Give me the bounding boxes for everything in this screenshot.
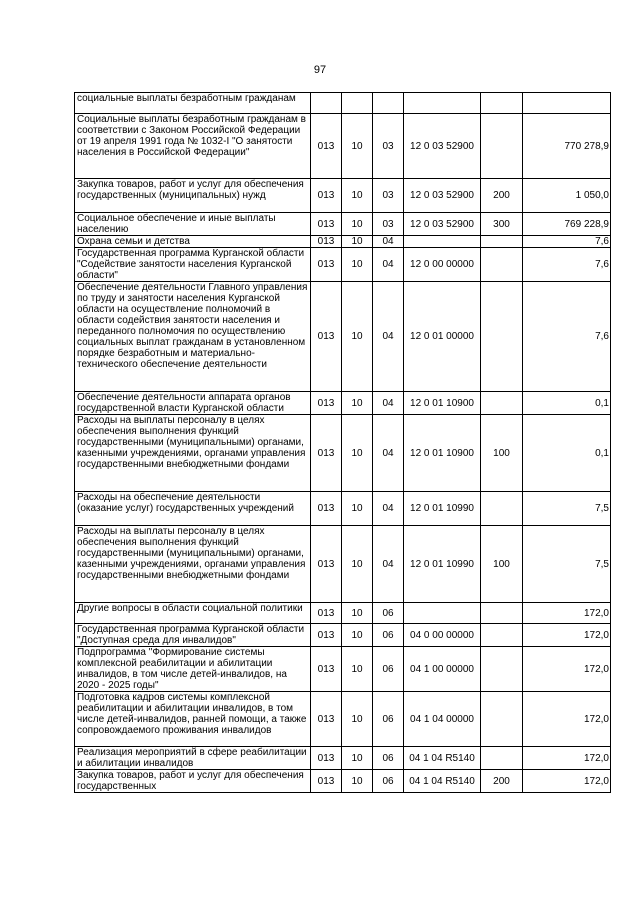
section-code: 10 [342, 624, 373, 647]
row-name: Обеспечение деятельности Главного управления по труду и занятости населения Курганской области на осуществление полномочий в области содействия занятости населения и переданного полномочия по осуществлению социальных выплат гражданам в установленном порядке безработным и материально-технического обеспечение деятельности [75, 282, 311, 392]
amount: 7,6 [523, 236, 611, 248]
table-row [75, 692, 611, 747]
amount: 172,0 [523, 692, 611, 747]
subsection-code: 06 [373, 770, 404, 793]
section-code: 10 [342, 282, 373, 392]
budget-table [74, 92, 611, 793]
expense-type [481, 492, 523, 526]
section-code: 10 [342, 492, 373, 526]
amount [523, 93, 611, 114]
amount: 7,5 [523, 526, 611, 603]
target-article: 12 0 03 52900 [404, 179, 481, 213]
amount: 1 050,0 [523, 179, 611, 213]
expense-type: 100 [481, 415, 523, 492]
amount: 7,6 [523, 248, 611, 282]
subsection-code: 04 [373, 492, 404, 526]
ministry-code: 013 [311, 603, 342, 624]
ministry-code: 013 [311, 647, 342, 692]
section-code: 10 [342, 603, 373, 624]
table-row [75, 282, 611, 392]
target-article: 04 1 00 00000 [404, 647, 481, 692]
row-name: Расходы на выплаты персоналу в целях обеспечения выполнения функций государственными (муниципальными) органами, казенными учреждениями, органами управления государственными внебюджетными фондами [75, 526, 311, 603]
expense-type: 300 [481, 213, 523, 236]
ministry-code: 013 [311, 248, 342, 282]
subsection-code: 03 [373, 114, 404, 179]
ministry-code: 013 [311, 624, 342, 647]
section-code: 10 [342, 747, 373, 770]
table-row [75, 747, 611, 770]
ministry-code: 013 [311, 236, 342, 248]
row-name: Обеспечение деятельности аппарата органов государственной власти Курганской области [75, 392, 311, 415]
subsection-code: 06 [373, 624, 404, 647]
target-article: 12 0 03 52900 [404, 213, 481, 236]
section-code: 10 [342, 692, 373, 747]
amount: 770 278,9 [523, 114, 611, 179]
table-row [75, 213, 611, 236]
table-row [75, 179, 611, 213]
subsection-code: 03 [373, 213, 404, 236]
target-article: 12 0 00 00000 [404, 248, 481, 282]
row-name: Социальное обеспечение и иные выплаты населению [75, 213, 311, 236]
row-name: Социальные выплаты безработным гражданам в соответствии с Законом Российской Федерации от 19 апреля 1991 года № 1032-I "О занятости населения в Российской Федерации" [75, 114, 311, 179]
table-row [75, 236, 611, 248]
section-code: 10 [342, 213, 373, 236]
target-article: 12 0 03 52900 [404, 114, 481, 179]
section-code: 10 [342, 526, 373, 603]
table-row [75, 114, 611, 179]
target-article: 04 1 04 00000 [404, 692, 481, 747]
row-name: Расходы на обеспечение деятельности (оказание услуг) государственных учреждений [75, 492, 311, 526]
expense-type [481, 392, 523, 415]
amount: 172,0 [523, 770, 611, 793]
section-code: 10 [342, 179, 373, 213]
subsection-code: 04 [373, 415, 404, 492]
amount: 172,0 [523, 624, 611, 647]
subsection-code: 06 [373, 747, 404, 770]
row-name: Подготовка кадров системы комплексной реабилитации и абилитации инвалидов, в том числе детей-инвалидов, ранней помощи, а также сопровождаемого проживания инвалидов [75, 692, 311, 747]
row-name: Расходы на выплаты персоналу в целях обеспечения выполнения функций государственными (муниципальными) органами, казенными учреждениями, органами управления государственными внебюджетными фондами [75, 415, 311, 492]
ministry-code: 013 [311, 770, 342, 793]
section-code: 10 [342, 770, 373, 793]
section-code: 10 [342, 248, 373, 282]
table-row [75, 93, 611, 114]
ministry-code: 013 [311, 114, 342, 179]
table-row [75, 248, 611, 282]
row-name: Государственная программа Курганской области "Содействие занятости населения Курганской области" [75, 248, 311, 282]
amount: 172,0 [523, 747, 611, 770]
amount: 769 228,9 [523, 213, 611, 236]
section-code: 10 [342, 415, 373, 492]
subsection-code: 06 [373, 692, 404, 747]
expense-type [481, 747, 523, 770]
ministry-code: 013 [311, 747, 342, 770]
row-name: социальные выплаты безработным гражданам [75, 93, 311, 114]
row-name: Закупка товаров, работ и услуг для обеспечения государственных (муниципальных) нужд [75, 179, 311, 213]
table-row [75, 770, 611, 793]
subsection-code: 04 [373, 282, 404, 392]
target-article: 12 0 01 00000 [404, 282, 481, 392]
target-article: 12 0 01 10990 [404, 492, 481, 526]
expense-type [481, 114, 523, 179]
section-code: 10 [342, 236, 373, 248]
amount: 172,0 [523, 647, 611, 692]
expense-type [481, 603, 523, 624]
row-name: Закупка товаров, работ и услуг для обеспечения государственных [75, 770, 311, 793]
subsection-code [373, 93, 404, 114]
row-name: Другие вопросы в области социальной политики [75, 603, 311, 624]
row-name: Реализация мероприятий в сфере реабилитации и абилитации инвалидов [75, 747, 311, 770]
table-row [75, 647, 611, 692]
section-code [342, 93, 373, 114]
ministry-code: 013 [311, 179, 342, 213]
ministry-code: 013 [311, 392, 342, 415]
expense-type [481, 236, 523, 248]
expense-type [481, 248, 523, 282]
target-article: 12 0 01 10900 [404, 392, 481, 415]
row-name: Государственная программа Курганской области "Доступная среда для инвалидов" [75, 624, 311, 647]
amount: 7,5 [523, 492, 611, 526]
expense-type [481, 282, 523, 392]
ministry-code: 013 [311, 526, 342, 603]
expense-type [481, 624, 523, 647]
amount: 0,1 [523, 415, 611, 492]
expense-type [481, 93, 523, 114]
ministry-code: 013 [311, 213, 342, 236]
target-article: 12 0 01 10900 [404, 415, 481, 492]
subsection-code: 06 [373, 647, 404, 692]
target-article: 12 0 01 10990 [404, 526, 481, 603]
table-row [75, 392, 611, 415]
subsection-code: 04 [373, 236, 404, 248]
target-article [404, 93, 481, 114]
table-row [75, 526, 611, 603]
target-article: 04 1 04 R5140 [404, 770, 481, 793]
expense-type [481, 692, 523, 747]
amount: 172,0 [523, 603, 611, 624]
ministry-code: 013 [311, 415, 342, 492]
table-row [75, 415, 611, 492]
section-code: 10 [342, 392, 373, 415]
ministry-code: 013 [311, 492, 342, 526]
ministry-code [311, 93, 342, 114]
subsection-code: 04 [373, 392, 404, 415]
target-article [404, 236, 481, 248]
expense-type [481, 647, 523, 692]
target-article: 04 0 00 00000 [404, 624, 481, 647]
subsection-code: 03 [373, 179, 404, 213]
table-row [75, 603, 611, 624]
row-name: Охрана семьи и детства [75, 236, 311, 248]
target-article [404, 603, 481, 624]
target-article: 04 1 04 R5140 [404, 747, 481, 770]
subsection-code: 06 [373, 603, 404, 624]
section-code: 10 [342, 114, 373, 179]
expense-type: 200 [481, 770, 523, 793]
subsection-code: 04 [373, 248, 404, 282]
subsection-code: 04 [373, 526, 404, 603]
table-row [75, 624, 611, 647]
page-number: 97 [313, 64, 327, 76]
ministry-code: 013 [311, 282, 342, 392]
expense-type: 200 [481, 179, 523, 213]
section-code: 10 [342, 647, 373, 692]
amount: 7,6 [523, 282, 611, 392]
expense-type: 100 [481, 526, 523, 603]
amount: 0,1 [523, 392, 611, 415]
ministry-code: 013 [311, 692, 342, 747]
table-row [75, 492, 611, 526]
row-name: Подпрограмма "Формирование системы комплексной реабилитации и абилитации инвалидов, в том числе детей-инвалидов, на 2020 - 2025 годы" [75, 647, 311, 692]
